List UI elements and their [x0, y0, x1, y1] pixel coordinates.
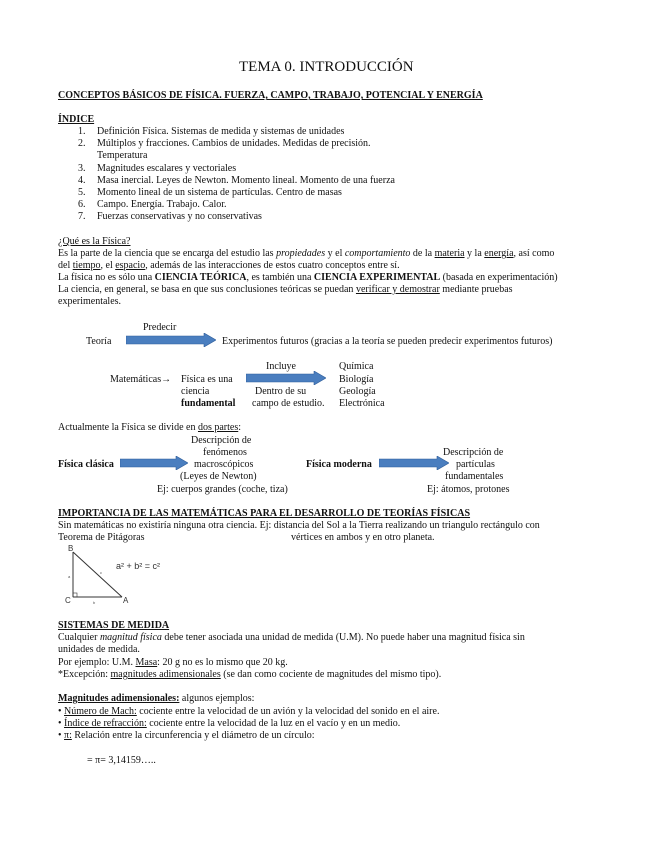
arrow-right-icon [120, 456, 188, 470]
paragraph-importancia-line2b: vértices en ambos y en otro planeta. [291, 532, 435, 543]
adim-term: Número de Mach: [64, 706, 137, 717]
paragraph-importancia-line2a: Teorema de Pitágoras [58, 532, 145, 543]
clasica-desc: (Leyes de Newton) [180, 471, 257, 482]
ciencia-item: Electrónica [339, 398, 385, 409]
section-heading-que-es: ¿Qué es la Física? [58, 236, 131, 247]
text: y el [325, 248, 345, 259]
label-fundamental: fundamental [181, 398, 236, 409]
text-underlined: magnitudes adimensionales [110, 669, 221, 680]
paragraph-definition-line2 [58, 260, 400, 272]
label-dentro: Dentro de su [255, 386, 307, 397]
text: Cualquier [58, 632, 100, 643]
label-dentro: campo de estudio. [252, 398, 325, 409]
pythagoras-triangle-figure [60, 542, 190, 611]
clasica-desc: Descripción de [191, 435, 252, 446]
label-incluye: Incluye [266, 361, 296, 372]
pythagoras-formula: a² + b² = c² [116, 561, 161, 571]
pi-value: = π= 3,14159….. [87, 755, 156, 766]
index-item: Fuerzas conservativas y no conservativas [97, 211, 262, 222]
text: Es la parte de la ciencia que se encarga del estudio las [58, 248, 277, 259]
adim-heading-line [58, 693, 254, 705]
text: Por ejemplo: U.M. [58, 657, 136, 668]
text: Relación entre la circunferencia y el diámetro de un círculo: [71, 730, 315, 741]
label-teoria: Teoría [86, 336, 112, 347]
index-item: Múltiplos y fracciones. Cambios de unidades. Medidas de precisión. [97, 138, 371, 149]
paragraph-sistemas-line1 [58, 632, 525, 644]
text: *Excepción: [58, 669, 111, 680]
text-bold: CIENCIA TEÓRICA [154, 272, 247, 283]
arrow-right-icon [379, 456, 449, 470]
text: cociente entre la velocidad de un avión y la velocidad del sonido en el aire. [136, 706, 440, 717]
bullet: • [58, 706, 62, 717]
paragraph-divide [58, 422, 241, 434]
label-fisica-ciencia: Física es una [181, 374, 233, 385]
label-matematicas: Matemáticas→ [110, 374, 172, 385]
index-heading: ÍNDICE [58, 114, 95, 125]
text-underlined: Masa [135, 657, 158, 668]
ciencia-item: Biología [339, 374, 374, 385]
index-item: Magnitudes escalares y vectoriales [97, 163, 237, 174]
paragraph-sistemas-line3 [58, 657, 288, 669]
text: cociente entre la velocidad de la luz en el vacío y en un medio. [146, 718, 401, 729]
index-item-number: 5. [78, 187, 86, 198]
index-item-number: 2. [78, 138, 86, 149]
paragraph-sistemas-line4 [58, 669, 441, 681]
paragraph-definition-line1 [58, 248, 554, 260]
vertex-a-label: A [123, 596, 129, 605]
moderna-desc: partículas [456, 459, 495, 470]
text-underlined: materia [434, 248, 465, 259]
moderna-ejemplo: Ej: átomos, protones [427, 484, 510, 495]
index-item-number: 7. [78, 211, 86, 222]
text: Actualmente la Física se divide en [58, 422, 198, 433]
adim-term: π: [64, 730, 72, 741]
bullet: • [58, 730, 62, 741]
paragraph-teorica-experimental [58, 272, 558, 284]
document-subtitle: CONCEPTOS BÁSICOS DE FÍSICA. FUERZA, CAMPO, TRABAJO, POTENCIAL Y ENERGÍA [58, 90, 483, 101]
text-underlined: energía [484, 248, 514, 259]
index-item-number: 3. [78, 163, 86, 174]
vertex-b-label: B [68, 544, 74, 553]
text: La ciencia, en general, se basa en que sus conclusiones teóricas se puedan [58, 284, 356, 295]
text: , además de las interacciones de estos cuatro conceptos entre sí. [145, 260, 400, 271]
text: y la [464, 248, 485, 259]
adim-heading: Magnitudes adimensionales: [58, 693, 180, 704]
adim-list-item [58, 718, 400, 730]
text: debe tener asociada una unidad de medida (U.M). No puede haber una magnitud física sin [161, 632, 525, 643]
moderna-desc: Descripción de [443, 447, 504, 458]
text: (basada en experimentación) [440, 272, 558, 283]
text-italic: propiedades [276, 248, 326, 259]
index-item: Definición Física. Sistemas de medida y sistemas de unidades [97, 126, 345, 137]
side-c-label: c [100, 570, 102, 575]
paragraph-sistemas-line2: unidades de medida. [58, 644, 140, 655]
index-item: Campo. Energía. Trabajo. Calor. [97, 199, 227, 210]
side-a-label: a [68, 574, 71, 579]
text: , es también una [246, 272, 314, 283]
text: mediante pruebas [439, 284, 513, 295]
label-predecir: Predecir [143, 322, 177, 333]
label-fisica-ciencia: ciencia [181, 386, 210, 397]
arrow-right-icon [246, 371, 326, 385]
clasica-desc: fenómenos [203, 447, 247, 458]
text-underlined: verificar y demostrar [355, 284, 440, 295]
adim-list-item [58, 706, 439, 718]
text: , así como [513, 248, 555, 259]
index-item-number: 1. [78, 126, 86, 137]
index-item: Momento lineal de un sistema de partículas. Centro de masas [97, 187, 342, 198]
text: : 20 g no es lo mismo que 20 kg. [157, 657, 288, 668]
moderna-desc: fundamentales [445, 471, 504, 482]
text: , el [100, 260, 116, 271]
section-heading-sistemas: SISTEMAS DE MEDIDA [58, 620, 170, 631]
text-underlined: dos partes [197, 422, 239, 433]
paragraph-ciencia-line1 [58, 284, 513, 296]
text-bold: CIENCIA EXPERIMENTAL [313, 272, 441, 283]
arrow-right-icon [126, 333, 216, 347]
adim-list-item [58, 730, 315, 742]
vertex-c-label: C [65, 596, 71, 605]
ciencia-item: Química [339, 361, 374, 372]
ciencia-item: Geología [339, 386, 376, 397]
adim-term: Índice de refracción: [64, 718, 147, 729]
index-item-continuation: Temperatura [97, 150, 148, 161]
clasica-ejemplo: Ej: cuerpos grandes (coche, tiza) [157, 484, 288, 495]
label-fisica-moderna: Física moderna [306, 459, 372, 470]
text-underlined: tiempo [72, 260, 101, 271]
clasica-desc: macroscópicos [194, 459, 254, 470]
text-italic: magnitud física [99, 632, 162, 643]
index-item-number: 4. [78, 175, 86, 186]
section-heading-importancia: IMPORTANCIA DE LAS MATEMÁTICAS PARA EL DESARROLLO DE TEORÍAS FÍSICAS [58, 508, 471, 519]
bullet: • [58, 718, 62, 729]
side-b-label: b [93, 600, 96, 605]
page-title: TEMA 0. INTRODUCCIÓN [239, 59, 414, 75]
text-italic: comportamiento [344, 248, 411, 259]
text: : [238, 422, 242, 433]
text: de la [410, 248, 435, 259]
paragraph-importancia-line1: Sin matemáticas no existiría ninguna otra ciencia. Ej: distancia del Sol a la Tierra realizando un triangulo rectángulo con [58, 520, 540, 531]
text: (se dan como cociente de magnitudes del mismo tipo). [220, 669, 442, 680]
text-underlined: espacio [115, 260, 146, 271]
text: algunos ejemplos: [179, 693, 255, 704]
label-fisica-clasica: Física clásica [58, 459, 114, 470]
paragraph-ciencia-line2: experimentales. [58, 296, 122, 307]
text: La física no es sólo una [58, 272, 155, 283]
label-experimentos: Experimentos futuros (gracias a la teoría se pueden predecir experimentos futuros) [222, 336, 553, 347]
text: del [58, 260, 73, 271]
index-item-number: 6. [78, 199, 86, 210]
index-item: Masa inercial. Leyes de Newton. Momento lineal. Momento de una fuerza [97, 175, 395, 186]
